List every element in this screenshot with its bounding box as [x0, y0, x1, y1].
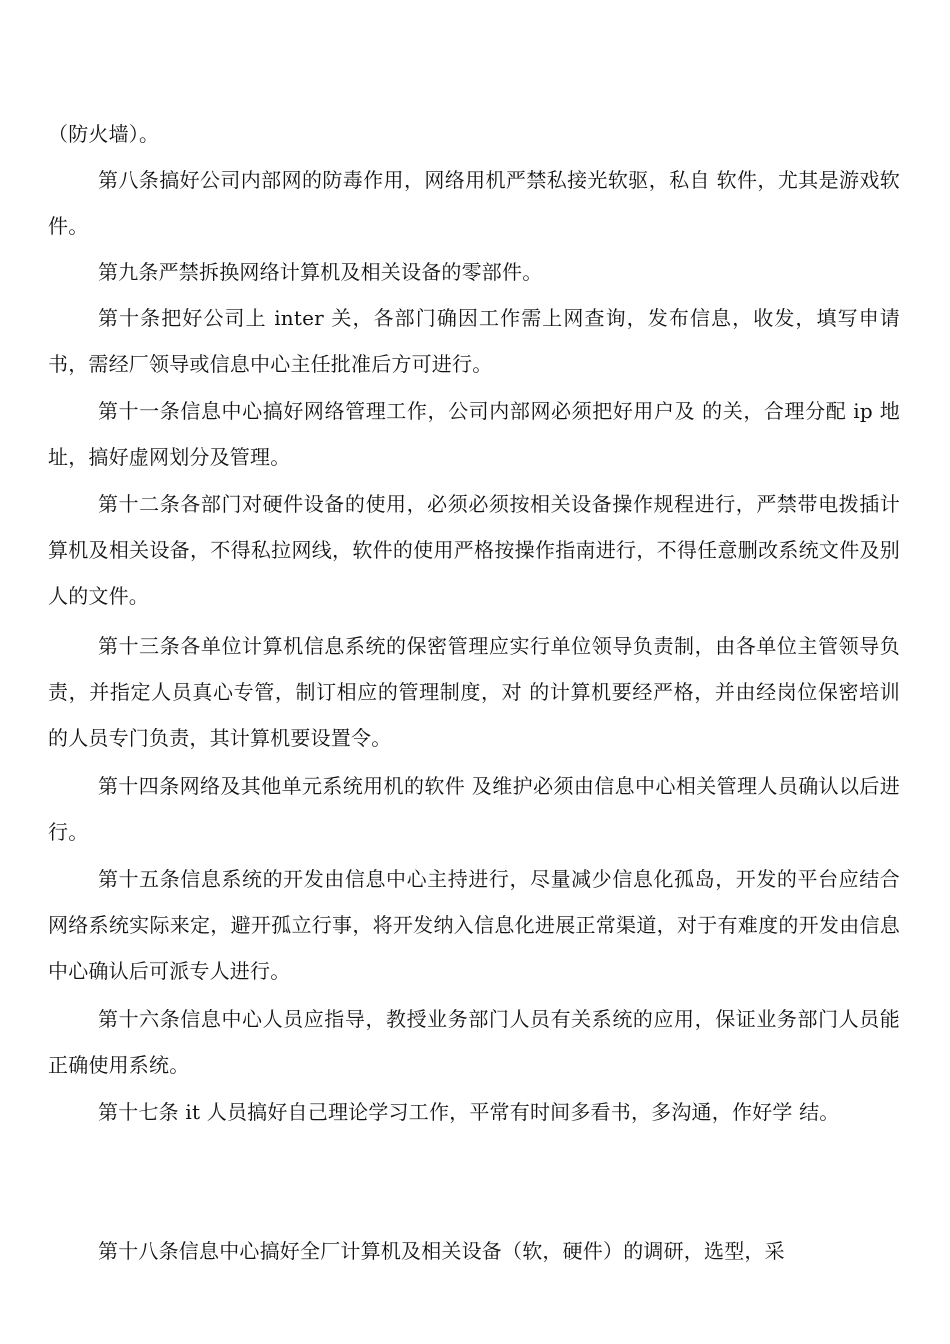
paragraph-article-12: 第十二条各部门对硬件设备的使用，必须必须按相关设备操作规程进行，严禁带电拨插计算机及相关设备，不得私拉网线，软件的使用严格按操作指南进行，不得任意删改系统文件及别人的文件。 [48, 492, 900, 608]
paragraph-article-11: 第十一条信息中心搞好网络管理工作，公司内部网必须把好用户及 的关，合理分配 ip 地址，搞好虚网划分及管理。 [48, 399, 900, 469]
paragraph-article-18: 第十八条信息中心搞好全厂计算机及相关设备（软，硬件）的调研，选型，采 [98, 1239, 785, 1263]
paragraph-article-16: 第十六条信息中心人员应指导，教授业务部门人员有关系统的应用，保证业务部门人员能正确使用系统。 [48, 1007, 900, 1077]
paragraph-article-9: 第九条严禁拆换网络计算机及相关设备的零部件。 [98, 260, 543, 284]
paragraph-article-10: 第十条把好公司上 inter 关，各部门确因工作需上网查询，发布信息，收发，填写申请书，需经厂领导或信息中心主任批准后方可进行。 [48, 306, 900, 376]
paragraph-firewall-continuation: （防火墙）。 [48, 122, 160, 146]
paragraph-article-14: 第十四条网络及其他单元系统用机的软件 及维护必须由信息中心相关管理人员确认以后进行。 [48, 774, 900, 844]
paragraph-article-13: 第十三条各单位计算机信息系统的保密管理应实行单位领导负责制，由各单位主管领导负责，并指定人员真心专管，制订相应的管理制度，对 的计算机要经严格，并由经岗位保密培训的人员专门负责，其计算机要设置令。 [48, 634, 900, 750]
paragraph-article-8: 第八条搞好公司内部网的防毒作用，网络用机严禁私接光软驱，私自 软件，尤其是游戏软件。 [48, 168, 900, 238]
paragraph-article-17: 第十七条 it 人员搞好自己理论学习工作，平常有时间多看书，多沟通，作好学 结。 [98, 1100, 840, 1124]
paragraph-article-15: 第十五条信息系统的开发由信息中心主持进行，尽量减少信息化孤岛，开发的平台应结合网络系统实际来定，避开孤立行事，将开发纳入信息化进展正常渠道，对于有难度的开发由信息中心确认后可派专人进行。 [48, 867, 900, 983]
